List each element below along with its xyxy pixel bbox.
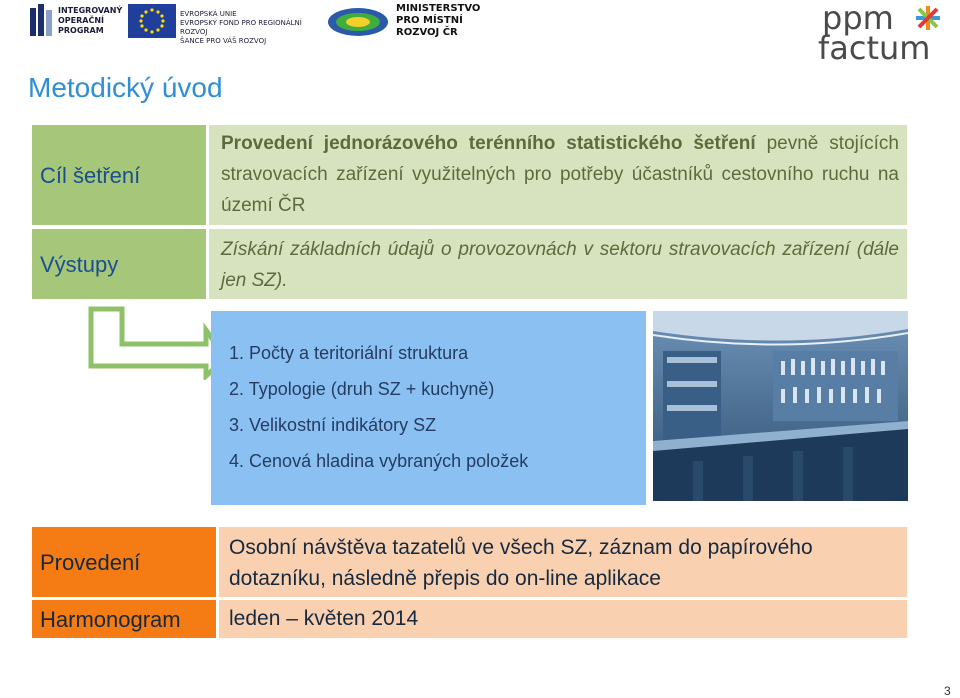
ppm-factum-logo (818, 2, 948, 66)
schedule-text: leden – květen 2014 (229, 607, 419, 630)
star-icon (914, 4, 942, 32)
goal-text-bold: Provedení jednorázového terénního statistického šetření (221, 133, 756, 154)
list-item: 3. Velikostní indikátory SZ (229, 415, 437, 435)
restaurant-bar-photo (653, 311, 908, 501)
outputs-label: Výstupy (40, 252, 119, 277)
goal-text-rest: pevně stojících stravovacích zařízení využitelných pro potřeby účastníků cestovního ruchu na území ČR (221, 133, 899, 216)
list-item: 1. Počty a teritoriální struktura (229, 343, 469, 363)
iop-logo (30, 4, 123, 38)
page-title: Metodický úvod (28, 72, 223, 103)
iop-logo-text: INTEGROVANÝ OPERAČNÍ PROGRAM (58, 6, 123, 35)
execution-text: Osobní návštěva tazatelů ve všech SZ, záznam do papírového dotazníku, následně přepis do on-line aplikace (229, 536, 813, 590)
goal-text (221, 128, 899, 221)
eu-logo (128, 4, 318, 45)
eu-flag-icon (128, 4, 176, 38)
page-number: 3 (944, 684, 951, 698)
list-item: 4. Cenová hladina vybraných položek (229, 451, 529, 471)
mmr-logo-text: MINISTERSTVO PRO MÍSTNÍ ROZVOJ ČR (396, 3, 481, 38)
mmr-emblem-icon (326, 6, 390, 38)
goal-label: Cíl šetření (40, 163, 141, 188)
factum-logo-text: factum (818, 29, 931, 67)
outputs-text: Získání základních údajů o provozovnách v sektoru stravovacích zařízení (dále jen SZ). (221, 239, 899, 291)
schedule-label: Harmonogram (40, 607, 181, 632)
ppm-logo-text: ppm (822, 0, 894, 37)
iop-logo-mark (30, 4, 54, 38)
execution-label: Provedení (40, 550, 141, 575)
indicators-list (229, 335, 528, 479)
eu-logo-text: EVROPSKÁ UNIE EVROPSKÝ FOND PRO REGIONÁLNÍ ROZVOJ ŠANCE PRO VÁŠ ROZVOJ (180, 10, 302, 45)
connector-arrow-icon (88, 306, 228, 380)
list-item: 2. Typologie (druh SZ + kuchyně) (229, 379, 495, 399)
